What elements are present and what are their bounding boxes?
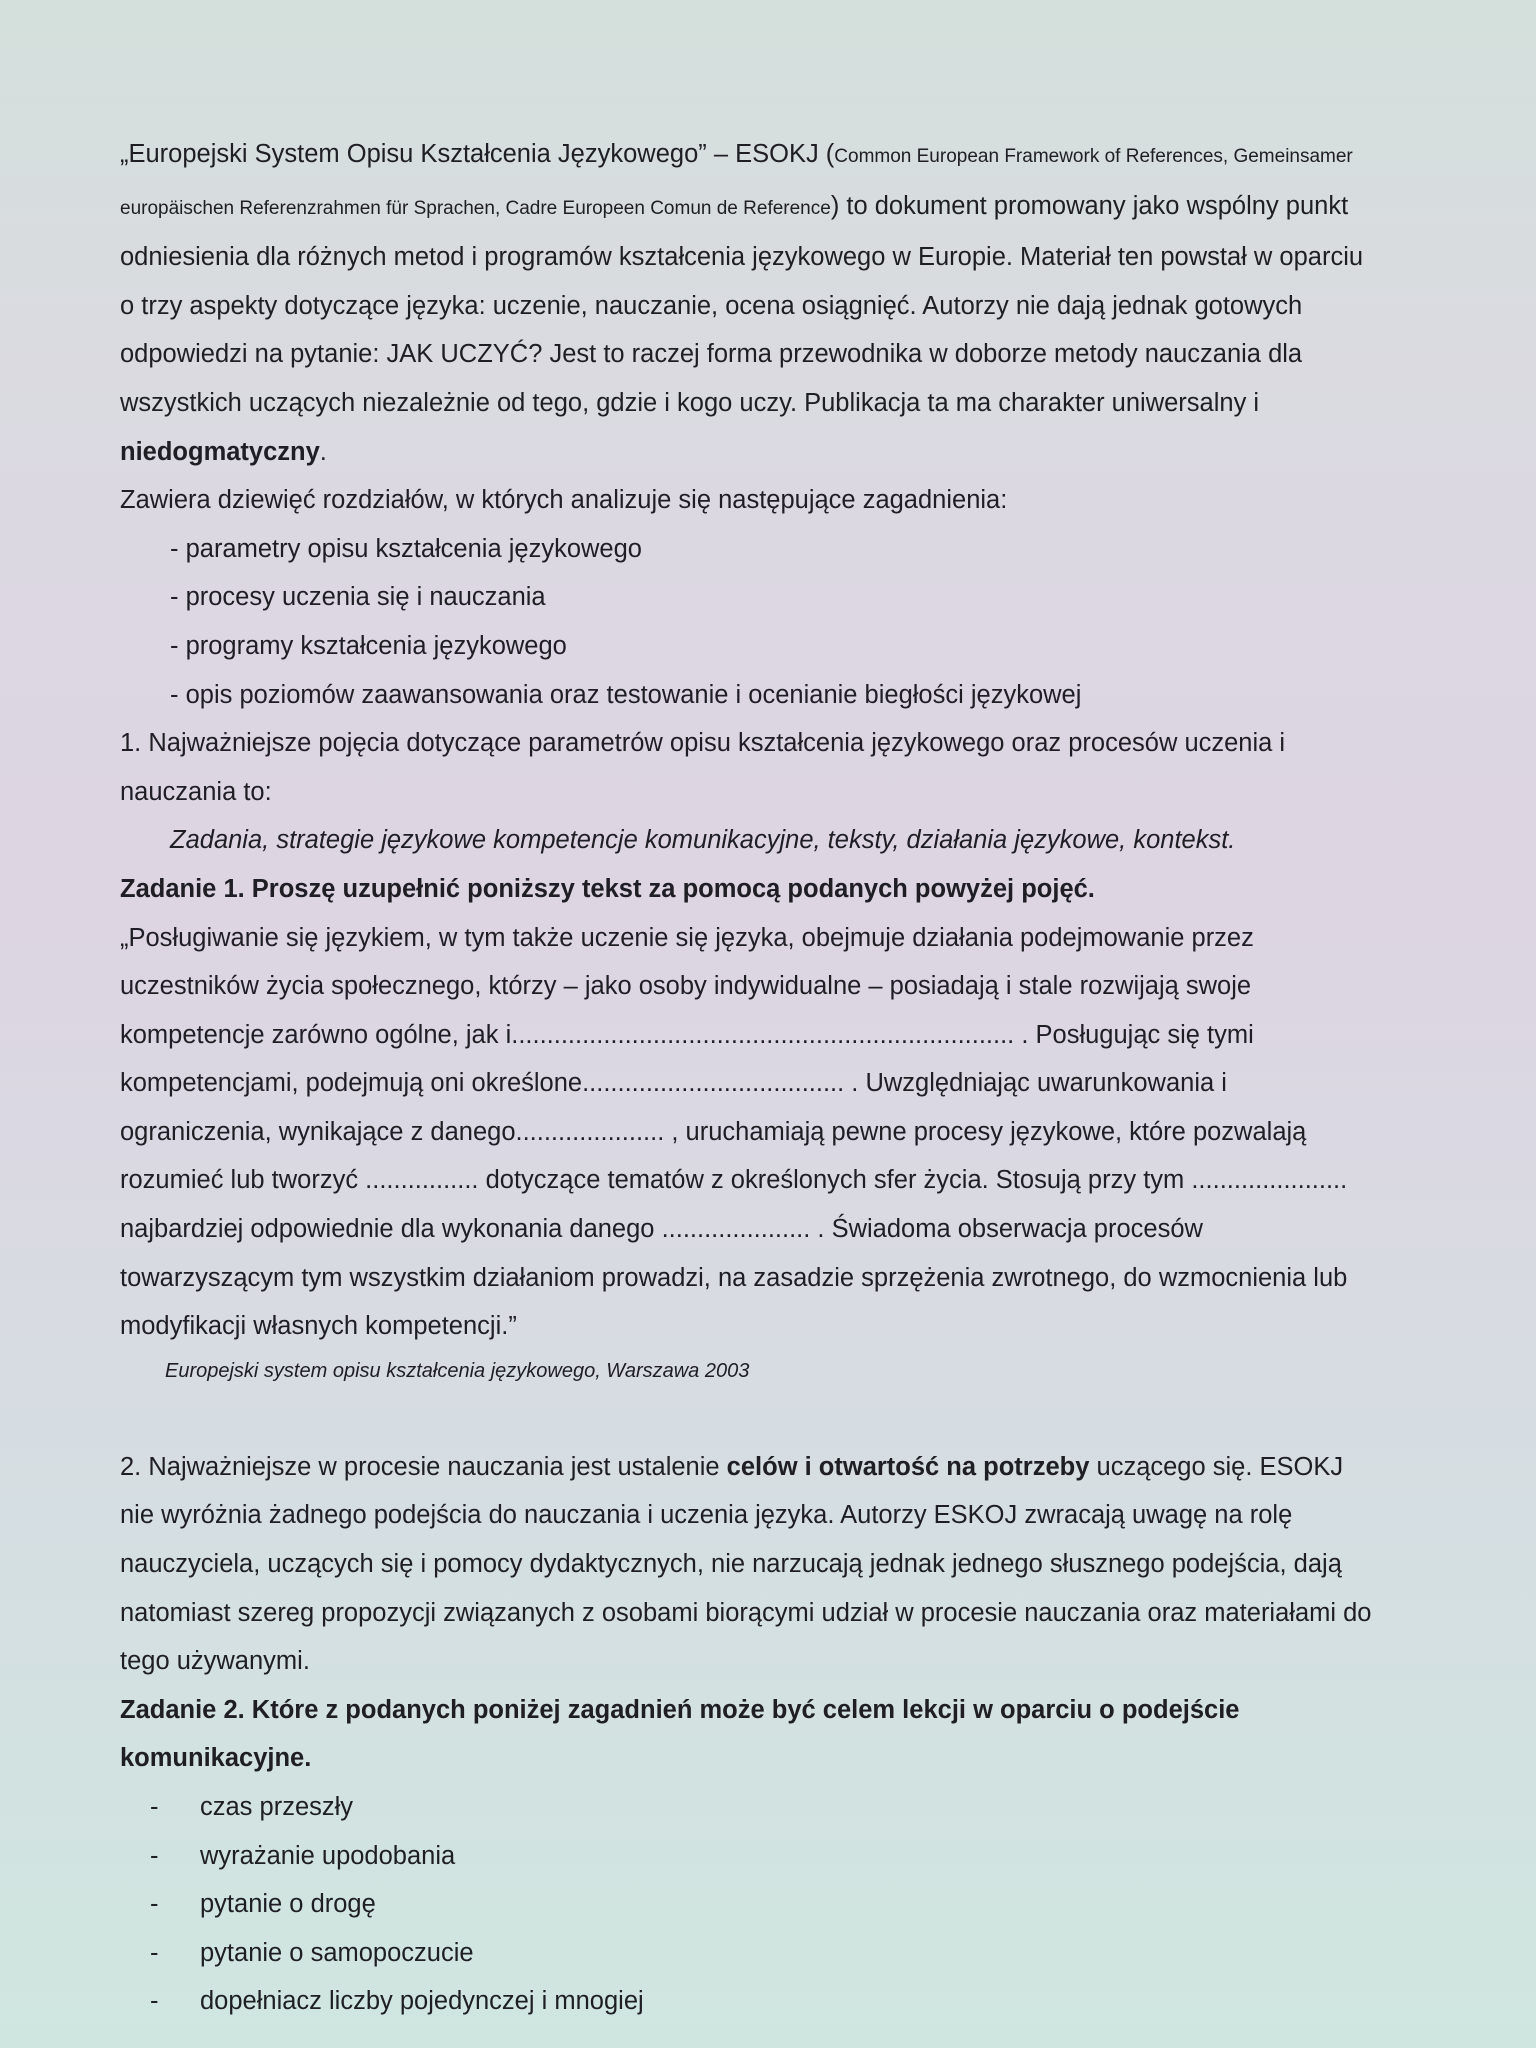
list-item: - programy kształcenia językowego — [170, 622, 1380, 671]
task1-heading: Zadanie 1. Proszę uzupełnić poniższy tekst za pomocą podanych powyżej pojęć. — [120, 874, 1095, 903]
option-text: dopełniacz liczby pojedynczej i mnogiej — [200, 1987, 644, 2016]
section2-bold: celów i otwartość na potrzeby — [726, 1452, 1090, 1481]
quote-source: Europejski system opisu kształcenia językowego, Warszawa 2003 — [165, 1359, 750, 1382]
task1-quote: „Posługiwanie się językiem, w tym także uczenie się języka, obejmuje działania podejmowanie przez uczestników życia społecznego, którzy – jako osoby indywidualne – posiadają i stale rozwijają swoje kompetencje zarówno ogólne, jak i....................................................................... . Posługując się tymi kompetencjami, podejmują oni określone..................................... . Uwzględniając uwarunkowania i ograniczenia, wynikające z danego..................... , uruchamiają pewne procesy językowe, które pozwalają rozumieć lub tworzyć ................ dotyczące tematów z określonych sfer życia. Stosują przy tym ...................... najbardziej odpowiednie dla wykonania danego ..................... . Świadoma obserwacja procesów towarzyszącym tym wszystkim działaniom prowadzi, na zasadzie sprzężenia zwrotnego, do wzmocnienia lub modyfikacji własnych kompetencji.” — [120, 923, 1348, 1341]
list-item: - dopełniacz liczby pojedynczej i mnogiej — [150, 1977, 1380, 2026]
section2-paragraph — [120, 1443, 1380, 1686]
section2-end: uczącego się. ESOKJ nie wyróżnia żadnego podejścia do nauczania i uczenia języka. Autorzy ESKOJ zwracają uwagę na rolę nauczyciela, uczących się i pomocy dydaktycznych, nie narzucają jednak jednego słusznego podejścia, dają natomiast szereg propozycji związanych z osobami biorącymi udział w procesie nauczania oraz materiałami do tego używanymi. — [120, 1452, 1372, 1676]
option-text: czas przeszły — [200, 1793, 354, 1821]
section2-start: 2. Najważniejsze w procesie nauczania jest ustalenie — [120, 1452, 727, 1481]
task2-heading: Zadanie 2. Które z podanych poniżej zagadnień może być celem lekcji w oparciu o podejście komunikacyjne. — [120, 1695, 1240, 1773]
intro-framework-names: Common European Framework of References, Gemeinsamer europäischen Referenzrahmen für Sprachen, Cadre Europeen Comun de Reference — [120, 146, 1353, 219]
list-item: - pytanie o drogę — [150, 1880, 1380, 1929]
intro-paragraph — [120, 130, 1380, 476]
intro-title: „Europejski System Opisu Kształcenia Językowego” – ESOKJ ( — [120, 140, 835, 168]
intro-end: . — [319, 437, 327, 466]
intro-body: ) to dokument promowany jako wspólny punkt odniesienia dla różnych metod i programów kształcenia językowego w Europie. Materiał ten powstał w oparciu o trzy aspekty dotyczące języka: uczenie, nauczanie, ocena osiągnięć. Autorzy nie dają jednak gotowych odpowiedzi na pytanie: JAK UCZYĆ? Jest to raczej forma przewodnika w doborze metody nauczania dla wszystkich uczących niezależnie od tego, gdzie i kogo uczy. Publikacja ta ma charakter uniwersalny i — [120, 191, 1364, 417]
list-item: - pytanie o samopoczucie — [150, 1929, 1380, 1978]
option-text: pytanie o samopoczucie — [200, 1938, 474, 1967]
document-page — [120, 130, 1380, 2026]
list-item: - czas przeszły — [150, 1783, 1380, 1832]
option-text: wyrażanie upodobania — [200, 1841, 456, 1870]
option-text: pytanie o drogę — [200, 1890, 376, 1919]
section1-heading: 1. Najważniejsze pojęcia dotyczące parametrów opisu kształcenia językowego oraz procesów uczenia i nauczania to: — [120, 729, 1286, 806]
list-item: - opis poziomów zaawansowania oraz testowanie i ocenianie biegłości językowej — [170, 671, 1380, 720]
section1-terms: Zadania, strategie językowe kompetencje komunikacyjne, teksty, działania językowe, kontekst. — [170, 826, 1236, 855]
list-item: - parametry opisu kształcenia językowego — [170, 525, 1380, 574]
task2-options — [120, 1783, 1380, 2026]
list-item: - procesy uczenia się i nauczania — [170, 573, 1380, 622]
list-item: - wyrażanie upodobania — [150, 1832, 1380, 1881]
intro-bold-word: niedogmatyczny — [120, 437, 320, 466]
chapters-list — [120, 525, 1380, 719]
chapters-lead: Zawiera dziewięć rozdziałów, w których analizuje się następujące zagadnienia: — [120, 486, 1008, 515]
